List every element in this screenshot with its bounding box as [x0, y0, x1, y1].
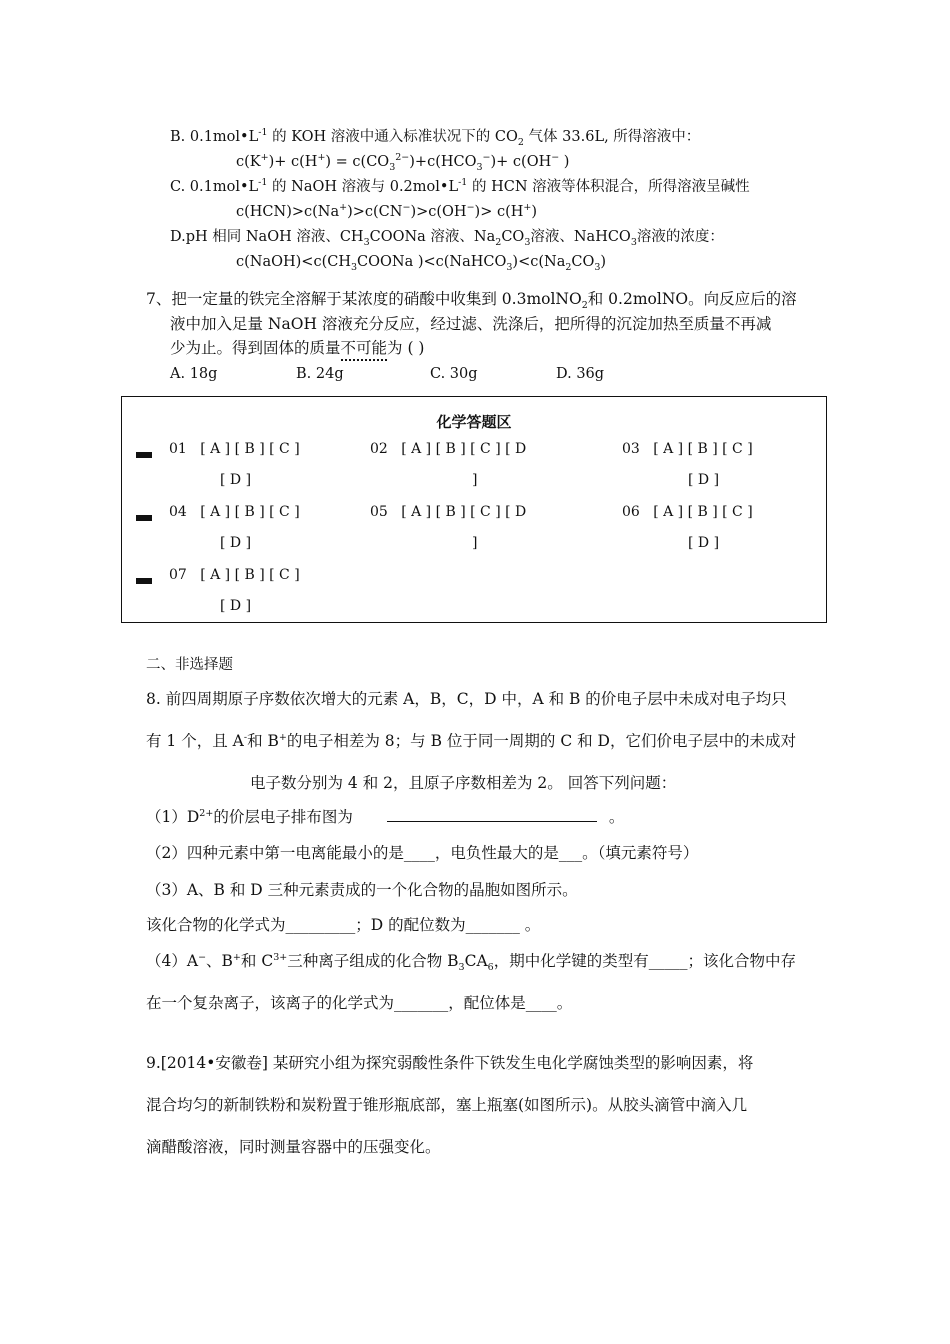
answer-q04[interactable]: 04 [ A ] [ B ] [ C ] [169, 504, 300, 520]
q6-option-c: C. $0.1mol•L^{-1}$ 的 NaOH 溶液与 $0.2mol•L^{-1}$ 的 HCN 溶液等体积混合，所得溶液呈碱性 [170, 177, 750, 195]
answer-area-title: 化学答题区 [436, 413, 512, 431]
answer-area-box [121, 396, 827, 623]
answer-q07-option-d[interactable]: [ D ] [220, 598, 252, 614]
answer-q03[interactable]: 03 [ A ] [ B ] [ C ] [622, 441, 753, 457]
answer-q01-option-d[interactable]: [ D ] [220, 472, 252, 488]
alignment-mark [136, 452, 152, 458]
answer-q05[interactable]: 05 [ A ] [ B ] [ C ] [ D [370, 504, 527, 520]
answer-q04-option-d[interactable]: [ D ] [220, 535, 252, 551]
q8-part-2: （2）四种元素中第一电离能最小的是____，电负性最大的是___。（填元素符号） [146, 844, 699, 862]
q8-line-2: 有 1 个，且 A-和 B+的电子相差为 8；与 B 位于同一周期的 C 和 D，它们价电子层中的未成对 [146, 731, 796, 750]
q7-option-a: A. 18g [170, 366, 218, 382]
q9-line-1: 9.[2014•安徽卷] 某研究小组为探究弱酸性条件下铁发生电化学腐蚀类型的影响因素，将 [146, 1054, 754, 1072]
q7-line-3: 少为止。得到固体的质量不可能为 ( ) [170, 338, 424, 358]
q9-line-3: 滴醋酸溶液，同时测量容器中的压强变化。 [146, 1138, 441, 1156]
answer-q06[interactable]: 06 [ A ] [ B ] [ C ] [622, 504, 753, 520]
q8-line-1: 8. 前四周期原子序数依次增大的元素 A，B，C，D 中，A 和 B 的价电子层中未成对电子均只 [146, 690, 787, 708]
q6-option-b: B. $0.1mol•L^{-1}$ 的 KOH 溶液中通入标准状况下的 $CO_2$ 气体 33.6L, 所得溶液中： [170, 127, 701, 148]
answer-q02-option-d-bracket[interactable]: ] [472, 472, 478, 488]
answer-q07[interactable]: 07 [ A ] [ B ] [ C ] [169, 567, 300, 583]
q7-line-1: 7、把一定量的铁完全溶解于某浓度的硝酸中收集到 0.3molNO$_2$和 0.2molNO。向反应后的溶 [146, 290, 797, 312]
q7-option-b: B. 24g [296, 366, 344, 382]
q8-line-3: 电子数分别为 4 和 2，且原子序数相差为 2。 回答下列问题： [250, 774, 677, 792]
q9-line-2: 混合均匀的新制铁粉和炭粉置于锥形瓶底部，塞上瓶塞(如图所示)。从胶头滴管中滴入几 [146, 1096, 748, 1114]
answer-q02[interactable]: 02 [ A ] [ B ] [ C ] [ D [370, 441, 527, 457]
alignment-mark [136, 515, 152, 521]
q8-part-4-line-2: 在一个复杂离子，该离子的化学式为_______，配位体是____。 [146, 994, 573, 1012]
answer-q01[interactable]: 01 [ A ] [ B ] [ C ] [169, 441, 300, 457]
alignment-mark [136, 578, 152, 584]
q8-part-3-question: 该化合物的化学式为_________；D 的配位数为_______ 。 [146, 916, 541, 934]
q8-part-4: （4）A−、B+和 $C^{3+}$三种离子组成的化合物 $B_3CA_6$，期中化学键的类型有_____；该化合物中存 [146, 951, 796, 974]
q6-option-c-equation: c(HCN)>c(Na+)>c(CN−)>c(OH−)> c(H+) [236, 202, 538, 220]
q7-option-c: C. 30g [430, 366, 478, 382]
section-heading: 二、非选择题 [146, 657, 233, 673]
answer-q05-option-d-bracket[interactable]: ] [472, 535, 478, 551]
answer-q03-option-d[interactable]: [ D ] [688, 472, 720, 488]
emphasis-not-possible: 不可能 [341, 339, 388, 361]
q6-option-b-equation: $c(K^+)+ c(H^+) = c(CO_3^{2-})+c(HCO_3^-)+ c(OH^-$ ) [236, 152, 570, 173]
q6-option-d: D.pH 相同 NaOH 溶液、$CH_3COONa$ 溶液、$Na_2CO_3$溶液、NaHCO$_3$溶液的浓度： [170, 229, 724, 248]
q6-option-d-equation: $c(NaOH)<c(CH_3COONa$ )$<c(NaHCO_3)<c(Na_2CO_3)$ [236, 254, 607, 273]
q8-part-1: $(1)D^{2+}$的价层电子排布图为 。 [146, 807, 625, 826]
q7-option-d: D. 36g [556, 366, 605, 382]
q7-line-2: 液中加入足量 NaOH 溶液充分反应，经过滤、洗涤后，把所得的沉淀加热至质量不再减 [170, 315, 772, 333]
q8-part-3: （3）A、B 和 D 三种元素责成的一个化合物的晶胞如图所示。 [146, 881, 578, 899]
answer-q06-option-d[interactable]: [ D ] [688, 535, 720, 551]
answer-blank[interactable] [387, 807, 597, 822]
